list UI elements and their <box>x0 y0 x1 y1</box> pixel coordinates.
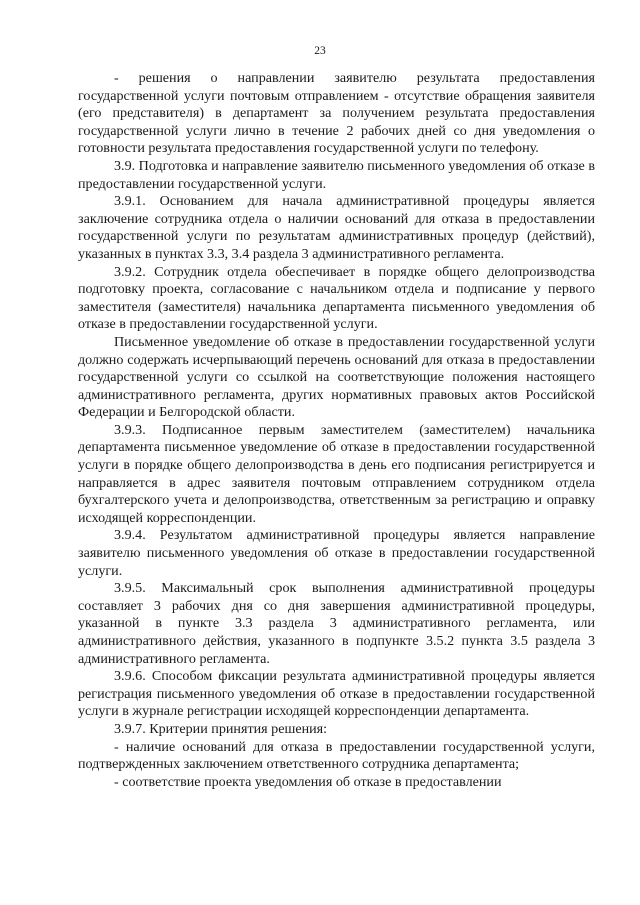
paragraph-3-9-7: 3.9.7. Критерии принятия решения: <box>114 720 328 737</box>
paragraph-3-9-6: 3.9.6. Способом фиксации результата административной процедуры является регистрация письменного уведомления об отказе в предоставлении государственной услуги в журнале регистрации исходящей корреспонденции департамента. <box>78 668 595 720</box>
paragraph-3-9-1: 3.9.1. Основанием для начала административной процедуры является заключение сотрудника отдела о наличии оснований для отказа в предоставлении государственной услуги по результатам административных процедур (действий), указанных в пунктах 3.3, 3.4 раздела 3 административного регламента. <box>78 193 595 262</box>
section-heading-3-9: 3.9. Подготовка и направление заявителю письменного уведомления об отказе в предоставлении государственной услуги. <box>78 157 595 192</box>
paragraph-notice-content: Письменное уведомление об отказе в предоставлении государственной услуги должно содержать исчерпывающий перечень оснований для отказа в предоставлении государственной услуги со ссылкой на соответствующие положения настоящего административного регламента, других нормативных правовых актов Российской Федерации и Белгородской области. <box>78 333 595 421</box>
paragraph-delivery-condition: - решения о направлении заявителю результата предоставления государственной услуги почтовым отправлением - отсутствие обращения заявителя (его представителя) в департамент за получением результата предоставления государственной услуги лично в течение 2 рабочих дней со дня уведомления о готовности результата предоставления государственной услуги по телефону. <box>78 70 595 157</box>
criteria-list-item: - соответствие проекта уведомления об отказе в предоставлении <box>114 773 502 790</box>
paragraph-3-9-2: 3.9.2. Сотрудник отдела обеспечивает в порядке общего делопроизводства подготовку проекта, согласование с начальником отдела и подписание у первого заместителя (заместителя) начальника департамента письменного уведомления об отказе в предоставлении государственной услуги. <box>78 263 595 333</box>
paragraph-3-9-3: 3.9.3. Подписанное первым заместителем (заместителем) начальника департамента письменное уведомление об отказе в предоставлении государственной услуги в порядке общего делопроизводства в день его подписания регистрируется и направляется в адрес заявителя почтовым отправлением сотрудником отдела бухгалтерского учета и делопроизводства, ответственным за регистрацию и оправку исходящей корреспонденции. <box>78 421 595 526</box>
paragraph-3-9-5: 3.9.5. Максимальный срок выполнения административной процедуры составляет 3 рабочих дня со дня завершения административной процедуры, указанной в пункте 3.3 раздела 3 административного регламента, или административного действия, указанного в подпункте 3.5.2 пункта 3.5 раздела 3 административного регламента. <box>78 580 595 667</box>
page-number: 23 <box>314 45 326 57</box>
document-body <box>78 70 595 791</box>
paragraph-3-9-4: 3.9.4. Результатом административной процедуры является направление заявителю письменного уведомления об отказе в предоставлении государственной услуги. <box>78 527 595 579</box>
criteria-list-item: - наличие оснований для отказа в предоставлении государственной услуги, подтвержденных заключением ответственного сотрудника департамента; <box>78 738 595 773</box>
